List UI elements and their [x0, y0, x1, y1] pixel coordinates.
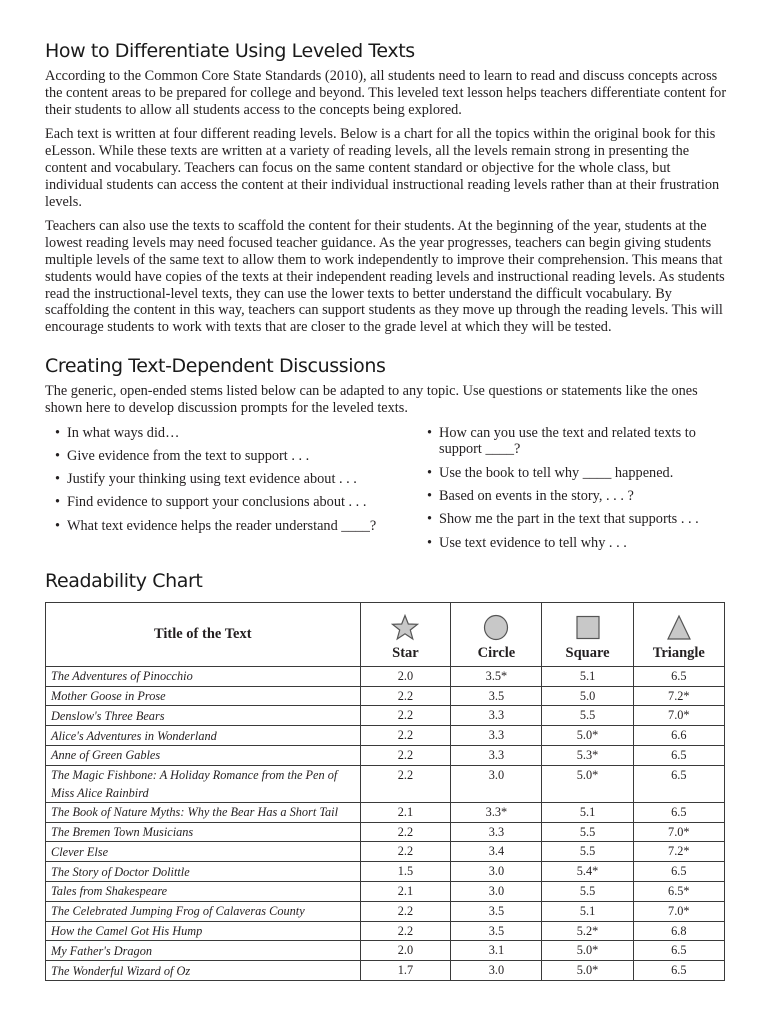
cell-square: 5.5 [542, 822, 633, 842]
cell-square: 5.0 [542, 686, 633, 706]
paragraph-stems-intro: The generic, open-ended stems listed below can be adapted to any topic. Use questions or statements like the ones shown here to develop discussion prompts for the leveled texts. [45, 382, 698, 416]
stem-text: In what ways did… [67, 424, 180, 441]
table-row [46, 921, 725, 941]
bullet-icon: • [427, 511, 433, 528]
cell-triangle: 7.0* [633, 706, 724, 726]
list-item [417, 535, 717, 552]
list-item [417, 488, 717, 505]
cell-star: 1.5 [360, 862, 451, 882]
table-row [46, 765, 725, 802]
cell-triangle: 6.6 [633, 726, 724, 746]
cell-triangle: 7.2* [633, 686, 724, 706]
cell-triangle: 6.5 [633, 862, 724, 882]
table-row [46, 666, 725, 686]
cell-square: 5.0* [542, 941, 633, 961]
cell-title: The Wonderful Wizard of Oz [46, 961, 361, 981]
cell-triangle: 6.5 [633, 941, 724, 961]
cell-title: The Adventures of Pinocchio [46, 666, 361, 686]
cell-circle: 3.5 [451, 901, 542, 921]
paragraph-reading-levels: Each text is written at four different reading levels. Below is a chart for all the topics within the original book for this eLesson. While these texts are written at a variety of reading levels, all the levels remain strong in presenting the content and vocabulary. Teachers can focus on the same content standard or objective for the whole class, but individual students can access the content at their individual instructional reading levels rather than at their frustration levels. [45, 126, 720, 210]
stems-list-right [417, 425, 717, 558]
cell-circle: 3.3 [451, 726, 542, 746]
cell-triangle: 6.5* [633, 882, 724, 902]
heading-differentiate: How to Differentiate Using Leveled Texts [45, 40, 415, 62]
cell-star: 2.2 [360, 706, 451, 726]
stem-text: Give evidence from the text to support . . . [67, 447, 310, 464]
bullet-icon: • [55, 471, 61, 488]
cell-star: 2.0 [360, 666, 451, 686]
table-row [46, 706, 725, 726]
header-triangle [633, 602, 724, 666]
cell-star: 2.1 [360, 802, 451, 822]
cell-title: Denslow's Three Bears [46, 706, 361, 726]
cell-circle: 3.4 [451, 842, 542, 862]
cell-title: The Book of Nature Myths: Why the Bear Has a Short Tail [46, 802, 361, 822]
cell-triangle: 6.5 [633, 666, 724, 686]
bullet-icon: • [427, 487, 433, 504]
list-item [417, 425, 717, 459]
level-label-square: Square [565, 644, 610, 661]
table-row [46, 726, 725, 746]
bullet-icon: • [427, 464, 433, 481]
table-row [46, 686, 725, 706]
cell-title: Anne of Green Gables [46, 746, 361, 766]
list-item [45, 494, 417, 511]
table-row [46, 941, 725, 961]
cell-square: 5.2* [542, 921, 633, 941]
header-star [360, 602, 451, 666]
cell-title: Alice's Adventures in Wonderland [46, 726, 361, 746]
table-row [46, 842, 725, 862]
circle-icon [482, 614, 510, 641]
cell-square: 5.5 [542, 842, 633, 862]
cell-square: 5.0* [542, 765, 633, 802]
cell-square: 5.0* [542, 726, 633, 746]
bullet-icon: • [427, 534, 433, 551]
cell-title: Mother Goose in Prose [46, 686, 361, 706]
cell-star: 2.2 [360, 746, 451, 766]
bullet-icon: • [55, 424, 61, 441]
cell-star: 2.2 [360, 765, 451, 802]
cell-title: The Story of Doctor Dolittle [46, 862, 361, 882]
cell-square: 5.3* [542, 746, 633, 766]
cell-circle: 3.1 [451, 941, 542, 961]
heading-discussions: Creating Text-Dependent Discussions [45, 354, 386, 377]
cell-star: 1.7 [360, 961, 451, 981]
heading-readability-chart: Readability Chart [45, 569, 203, 592]
cell-circle: 3.0 [451, 862, 542, 882]
table-row [46, 862, 725, 882]
paragraph-common-core: According to the Common Core State Standards (2010), all students need to learn to read and discuss concepts across the content areas to be prepared for college and beyond. This leveled text lesson helps teachers differentiate content for their students to allow all students access to the concepts being explored. [45, 68, 727, 118]
stem-text: How can you use the text and related texts to support ____? [439, 424, 696, 458]
cell-star: 2.2 [360, 842, 451, 862]
list-item [45, 518, 417, 535]
list-item [45, 425, 417, 442]
stem-text: Use text evidence to tell why . . . [439, 534, 627, 551]
stem-text: Find evidence to support your conclusions about . . . [67, 494, 367, 511]
readability-table [45, 602, 725, 981]
cell-square: 5.0* [542, 961, 633, 981]
cell-circle: 3.0 [451, 961, 542, 981]
stems-list-left [45, 425, 417, 558]
header-circle [451, 602, 542, 666]
cell-star: 2.2 [360, 686, 451, 706]
stem-text: Show me the part in the text that supports . . . [439, 511, 699, 528]
stem-text: Justify your thinking using text evidence about . . . [67, 471, 357, 488]
cell-circle: 3.5* [451, 666, 542, 686]
header-title-of-text: Title of the Text [46, 602, 361, 666]
cell-title: How the Camel Got His Hump [46, 921, 361, 941]
cell-square: 5.1 [542, 802, 633, 822]
cell-star: 2.2 [360, 822, 451, 842]
cell-triangle: 7.2* [633, 842, 724, 862]
cell-title: My Father's Dragon [46, 941, 361, 961]
cell-circle: 3.5 [451, 921, 542, 941]
triangle-icon [665, 614, 693, 641]
cell-title: The Celebrated Jumping Frog of Calaveras County [46, 901, 361, 921]
table-row [46, 746, 725, 766]
stem-text: What text evidence helps the reader understand ____? [67, 517, 377, 534]
stem-text: Based on events in the story, . . . ? [439, 487, 634, 504]
paragraph-scaffold: Teachers can also use the texts to scaffold the content for their students. At the beginning of the year, students at the lowest reading levels may need focused teacher guidance. As the year progresses, teachers can begin giving students multiple levels of the same text to allow them to work independently to improve their comprehension. This means that students would have copies of the texts at their independent reading levels and instructional reading levels. As students read the instructional-level texts, they can use the lower texts to better understand the difficult vocabulary. By scaffolding the content in this way, teachers can support students as they move up through the reading levels. This will encourage students to work with texts that are closer to the grade level at which they will be tested. [45, 218, 725, 336]
table-row [46, 882, 725, 902]
star-icon [391, 614, 419, 641]
cell-triangle: 6.8 [633, 921, 724, 941]
cell-star: 2.2 [360, 726, 451, 746]
cell-triangle: 6.5 [633, 961, 724, 981]
header-square [542, 602, 633, 666]
level-label-triangle: Triangle [652, 644, 705, 661]
bullet-icon: • [55, 517, 61, 534]
cell-circle: 3.3 [451, 822, 542, 842]
cell-square: 5.5 [542, 706, 633, 726]
cell-triangle: 6.5 [633, 765, 724, 802]
cell-title: The Magic Fishbone: A Holiday Romance from the Pen of Miss Alice Rainbird [46, 765, 361, 802]
level-label-star: Star [392, 644, 419, 661]
discussion-stems [45, 425, 727, 558]
cell-triangle: 6.5 [633, 746, 724, 766]
bullet-icon: • [427, 424, 433, 441]
cell-star: 2.0 [360, 941, 451, 961]
list-item [45, 448, 417, 465]
cell-title: The Bremen Town Musicians [46, 822, 361, 842]
cell-circle: 3.0 [451, 882, 542, 902]
cell-circle: 3.3 [451, 706, 542, 726]
cell-circle: 3.5 [451, 686, 542, 706]
table-header-row [46, 602, 725, 666]
list-item [417, 465, 717, 482]
cell-star: 2.2 [360, 921, 451, 941]
cell-square: 5.5 [542, 882, 633, 902]
table-body [46, 666, 725, 980]
cell-star: 2.1 [360, 882, 451, 902]
bullet-icon: • [55, 494, 61, 511]
cell-triangle: 7.0* [633, 822, 724, 842]
cell-triangle: 6.5 [633, 802, 724, 822]
stem-text: Use the book to tell why ____ happened. [439, 464, 674, 481]
bullet-icon: • [55, 447, 61, 464]
cell-square: 5.1 [542, 901, 633, 921]
square-icon [574, 614, 602, 641]
cell-circle: 3.0 [451, 765, 542, 802]
table-row [46, 961, 725, 981]
table-row [46, 802, 725, 822]
cell-circle: 3.3* [451, 802, 542, 822]
cell-title: Tales from Shakespeare [46, 882, 361, 902]
table-row [46, 901, 725, 921]
table-row [46, 822, 725, 842]
cell-triangle: 7.0* [633, 901, 724, 921]
list-item [45, 471, 417, 488]
cell-title: Clever Else [46, 842, 361, 862]
cell-star: 2.2 [360, 901, 451, 921]
cell-square: 5.1 [542, 666, 633, 686]
cell-square: 5.4* [542, 862, 633, 882]
document-page [45, 38, 727, 981]
cell-circle: 3.3 [451, 746, 542, 766]
level-label-circle: Circle [477, 644, 516, 661]
list-item [417, 511, 717, 528]
